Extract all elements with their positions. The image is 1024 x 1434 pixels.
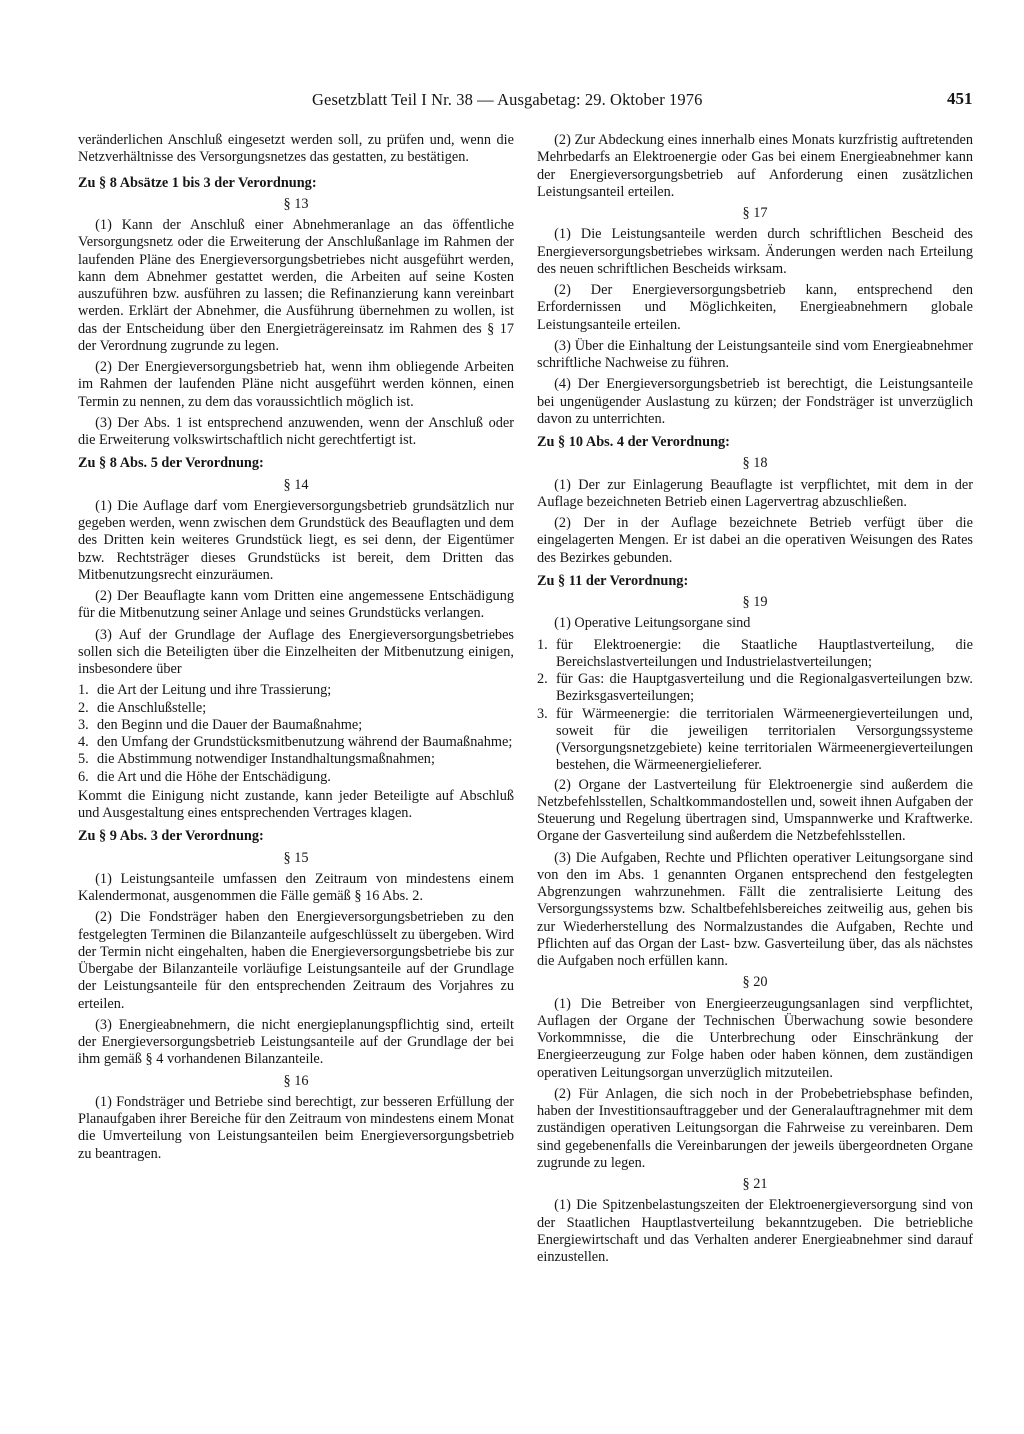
- list-item-text: die Anschlußstelle;: [97, 699, 207, 716]
- section-17-paragraph-3: (3) Über die Einhaltung der Leistungsanteile sind vom Energieabnehmer schriftliche Nachweise zu führen.: [537, 337, 973, 371]
- list-item-text: für Wärmeenergie: die territorialen Wärmeenergieverteilungen und, soweit für die jeweiligen territorialen Versorgungssysteme (Versorgungsnetzgebiete) keine territorialen Wärmeenergieverteilungen bestehen, die Wärmeenergielieferer.: [556, 705, 973, 774]
- section-17-paragraph-1: (1) Die Leistungsanteile werden durch schriftlichen Bescheid des Energieversorgungsbetriebes wirksam. Änderungen werden nach Erteilung des neuen schriftlichen Bescheids wirksam.: [537, 226, 973, 277]
- list-item-text: die Art und die Höhe der Entschädigung.: [97, 768, 331, 785]
- section-19-paragraph-3: (3) Die Aufgaben, Rechte und Pflichten operativer Leitungsorgane sind von den im Abs. 1 genannten Organen entsprechend den festgelegten Abgrenzungen wahrzunehmen. Fällt die zentralisierte Leitung des Versorgungssystems bzw. Schaltbefehlsbereiches zeitweilig aus, gehen bis zur Wiederherstellung des Normalzustandes die Aufgaben, Rechte und Pflichten auf das Organ der Last- bzw. Gasverteilung über, das als nächstes die Aufgaben noch erfüllen kann.: [537, 849, 973, 969]
- list-item-text: die Art der Leitung und ihre Trassierung;: [97, 682, 332, 699]
- section-14-paragraph-2: (2) Der Beauflagte kann vom Dritten eine angemessene Entschädigung für die Mitbenutzung seiner Anlage und seines Grundstücks verlangen.: [78, 588, 514, 622]
- section-15-paragraph-2: (2) Die Fondsträger haben den Energieversorgungsbetrieben zu den festgelegten Terminen die Bilanzanteile aufgeschlüsselt zu übergeben. Wird der Termin nicht eingehalten, haben die Energieversorgungsbetriebe bis zur Übergabe der Bilanzanteile vorläufige Leistungsanteile auf der Grundlage der Leistungsanteile für den entsprechenden Zeitraum des Vorjahres zu erteilen.: [78, 909, 514, 1012]
- section-15-title: § 15: [283, 849, 309, 866]
- list-item-text: für Elektroenergie: die Staatliche Hauptlastverteilung, die Bereichslastverteilungen und Industrielastverteilungen;: [556, 636, 973, 670]
- list-item-text: die Abstimmung notwendiger Instandhaltungsmaßnahmen;: [97, 751, 435, 768]
- section-21-paragraph-1: (1) Die Spitzenbelastungszeiten der Elektroenergieversorgung sind von der Staatlichen Hauptlastverteilung bekanntzugeben. Die betriebliche Energiewirtschaft und das Verhalten anderer Energieabnehmer sind darauf einzustellen.: [537, 1197, 973, 1265]
- list-item-number: 1.: [537, 636, 548, 653]
- section-13-paragraph-2: (2) Der Energieversorgungsbetrieb hat, wenn ihm obliegende Arbeiten im Rahmen der laufenden Pläne nicht ausgeführt werden können, einen Termin zu nennen, zu dem das voraussichtlich möglich ist.: [78, 359, 514, 410]
- section-13-paragraph-3: (3) Der Abs. 1 ist entsprechend anzuwenden, wenn der Anschluß oder die Erweiterung volkswirtschaftlich nicht gerechtfertigt ist.: [78, 414, 514, 448]
- section-14-paragraph-3: (3) Auf der Grundlage der Auflage des Energieversorgungsbetriebes sollen sich die Beteiligten über die Einzelheiten der Mitbenutzung einigen, insbesondere über: [78, 626, 514, 677]
- section-14-paragraph-1: (1) Die Auflage darf vom Energieversorgungsbetrieb grundsätzlich nur gegeben werden, wenn zwischen dem Grundstück des Beauflagten und dem des Dritten kein weiteres Grundstück liegt, es sei denn, der Eigentümer bzw. Rechtsträger dieses Grundstücks ist bereit, dem Dritten das Mitbenutzungsrecht einzuräumen.: [78, 497, 514, 583]
- heading-par8-abs5: Zu § 8 Abs. 5 der Verordnung:: [78, 455, 264, 472]
- heading-par10-abs4: Zu § 10 Abs. 4 der Verordnung:: [537, 434, 730, 450]
- list-item-number: 2.: [537, 671, 548, 687]
- list-item-number: 1.: [78, 682, 89, 699]
- list-item-number: 2.: [78, 699, 89, 716]
- list-item-number: 5.: [78, 751, 89, 768]
- section-16-title: § 16: [283, 1072, 309, 1089]
- heading-par9-abs3: Zu § 9 Abs. 3 der Verordnung:: [78, 828, 264, 845]
- section-17-paragraph-2: (2) Der Energieversorgungsbetrieb kann, entsprechend den Erfordernissen und Möglichkeiten, Energieabnehmern globale Leistungsanteile erteilen.: [537, 282, 973, 333]
- list-item-text: für Gas: die Hauptgasverteilung und die Regionalgasverteilungen bzw. Bezirksgasverteilungen;: [556, 671, 973, 705]
- section-19-paragraph-2: (2) Organe der Lastverteilung für Elektroenergie sind außerdem die Netzbefehlsstellen, Schaltkommandostellen und, soweit ihnen Aufgaben der Steuerung und Regelung übertragen sind, Umspannwerke und Kraftwerke. Organe der Gasverteilung sind außerdem die Netzbefehlsstellen.: [537, 776, 973, 845]
- list-item: [78, 700, 514, 717]
- list-item-text: den Beginn und die Dauer der Baumaßnahme;: [97, 716, 363, 733]
- section-13-title: § 13: [283, 195, 309, 212]
- right-column: [537, 132, 973, 1270]
- heading-par11: Zu § 11 der Verordnung:: [537, 572, 689, 589]
- section-18-paragraph-1: (1) Der zur Einlagerung Beauflagte ist verpflichtet, mit dem in der Auflage bezeichneten Betrieb einen Lagervertrag abzuschließen.: [537, 476, 973, 510]
- gazette-title: Gesetzblatt Teil I Nr. 38 — Ausgabetag: 29. Oktober 1976: [312, 90, 703, 109]
- list-item: [537, 706, 973, 775]
- section-18-title: § 18: [742, 455, 768, 472]
- section-20-title: § 20: [742, 974, 768, 991]
- section-20-paragraph-2: (2) Für Anlagen, die sich noch in der Probebetriebsphase befinden, haben der Investitionsauftraggeber und der Generalauftragnehmer mit dem zuständigen operativen Leitungsorgan die Fahrweise zu vereinbaren. Dem sind gegebenenfalls die Vereinbarungen der jeweils übergeordneten Organe zugrunde zu legen.: [537, 1085, 973, 1171]
- list-item-number: 3.: [537, 705, 548, 722]
- list-item: [78, 769, 514, 786]
- list-item-number: 3.: [78, 716, 89, 733]
- section-14-list: [78, 682, 514, 786]
- section-16-paragraph-1: (1) Fondsträger und Betriebe sind berechtigt, zur besseren Erfüllung der Planaufgaben ihrer Bereiche für den Zeitraum von mindestens einem Monat die Umverteilung von Leistungsanteilen beim Energieversorgungsbetrieb zu beantragen.: [78, 1093, 514, 1162]
- intro-paragraph: veränderlichen Anschluß eingesetzt werden soll, zu prüfen und, wenn die Netzverhältnisse des Versorgungsnetzes das gestatten, zu bestätigen.: [78, 132, 514, 166]
- left-column: [78, 132, 514, 1167]
- list-item: [78, 717, 514, 734]
- list-item-number: 6.: [78, 768, 89, 785]
- section-16-paragraph-2: (2) Zur Abdeckung eines innerhalb eines Monats kurzfristig auftretenden Mehrbedarfs an Elektroenergie oder Gas bei einem Energieabnehmer kann der Energieversorgungsbetrieb auf Anforderung einen zusätzlichen Leistungsanteil erteilen.: [537, 132, 973, 200]
- list-item-number: 4.: [78, 734, 89, 750]
- list-item: [78, 682, 514, 699]
- section-18-paragraph-2: (2) Der in der Auflage bezeichnete Betrieb verfügt über die eingelagerten Mengen. Er ist dabei an die operativen Weisungen des Rates des Bezirkes gebunden.: [537, 515, 973, 566]
- section-20-paragraph-1: (1) Die Betreiber von Energieerzeugungsanlagen sind verpflichtet, Auflagen der Organe der Technischen Überwachung sowie besondere Vorkommnisse, die die Unterbrechung oder Einschränkung der Energieerzeugung zur Folge haben oder haben können, dem zuständigen operativen Leitungsorgan unverzüglich mitzuteilen.: [537, 995, 973, 1081]
- section-13-paragraph-1: (1) Kann der Anschluß einer Abnehmeranlage an das öffentliche Versorgungsnetz oder die Erweiterung der Anschlußanlage im Rahmen der laufenden Pläne des Energieversorgungsbetriebes nicht ausgeführt werden, kann dem Abnehmer gestattet werden, die Arbeiten auf seine Kosten auszuführen bzw. ausführen zu lassen; die Refinanzierung kann vereinbart werden. Erklärt der Abnehmer, die Ausführung übernehmen zu wollen, ist das der Entscheidung über den Energieträgereinsatz im Rahmen des § 17 der Verordnung zugrunde zu legen.: [78, 217, 514, 354]
- section-15-paragraph-1: (1) Leistungsanteile umfassen den Zeitraum von mindestens einem Kalendermonat, ausgenommen die Fälle gemäß § 16 Abs. 2.: [78, 870, 514, 904]
- section-17-title: § 17: [742, 205, 768, 221]
- section-19-paragraph-1: (1) Operative Leitungsorgane sind: [554, 615, 751, 632]
- list-item-text: den Umfang der Grundstücksmitbenutzung während der Baumaßnahme;: [97, 734, 513, 750]
- section-21-title: § 21: [742, 1176, 768, 1192]
- section-15-paragraph-3: (3) Energieabnehmern, die nicht energieplanungspflichtig sind, erteilt der Energieversorgungsbetrieb Leistungsanteile auf der Grundlage der bei ihm gemäß § 4 vorhandenen Bilanzanteile.: [78, 1016, 514, 1068]
- section-19-title: § 19: [742, 594, 768, 610]
- section-14-title: § 14: [283, 476, 309, 493]
- page-number: 451: [947, 89, 973, 108]
- section-14-closing: Kommt die Einigung nicht zustande, kann jeder Beteiligte auf Abschluß und Ausgestaltung eines entsprechenden Vertrages klagen.: [78, 787, 514, 821]
- page-header: [0, 90, 1024, 114]
- list-item: [78, 751, 514, 768]
- section-17-paragraph-4: (4) Der Energieversorgungsbetrieb ist berechtigt, die Leistungsanteile bei ungenügender Auslastung zu kürzen; der Fondsträger ist unverzüglich davon zu unterrichten.: [537, 376, 973, 427]
- list-item: [78, 734, 514, 751]
- list-item: [537, 671, 973, 706]
- section-19-list: [537, 637, 973, 775]
- heading-par8-abs1-3: Zu § 8 Absätze 1 bis 3 der Verordnung:: [78, 174, 317, 191]
- list-item: [537, 637, 973, 672]
